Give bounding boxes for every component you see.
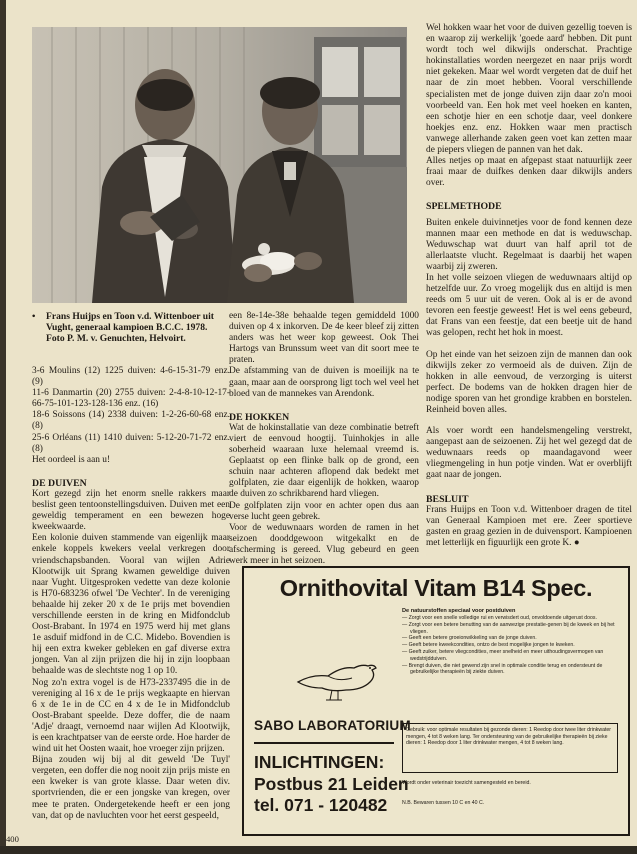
caption-text: Frans Huijps en Toon v.d. Wittenboer uit Vught, generaal kampioen B.C.C. 1978. (46, 311, 214, 334)
ad-info-heading: INLICHTINGEN: (254, 752, 385, 772)
body-paragraph: Kort gezegd zijn het enorm snelle rakkers maar beslist geen tentoonstellingsduiven. Duiven met een geweldig temperament en een bewezen hoge kweekwaarde. (32, 488, 230, 533)
article-column-1 (32, 366, 230, 822)
body-paragraph: Op het einde van het seizoen zijn de mannen dan ook dikwijls zeker zo vermoeid als de duiven. Zijn de hokken in alle eenvoud, de verzorging is uiterst perfect. De bodems van de hokken dragen hier de nodige sporen van het grondige krabben en borstelen. Reinheid boven alles. (426, 349, 632, 415)
ad-laboratory-name: SABO LABORATORIUM (254, 718, 411, 733)
body-paragraph: Alles netjes op maat en afgepast staat natuurlijk zeer fraai maar de duifkes denken daar dikwijls anders over. (426, 156, 632, 189)
page-edge-shadow-bottom (0, 846, 637, 854)
ad-subtitle: De natuurstoffen speciaal voor postduiven (402, 608, 516, 614)
body-paragraph: Een kolonie duiven stammende van eigenlijk maar enkele koppels kwekers veelal verkregen door vriendschapsbanden. Vooral van wijlen Adrie Klootwijk uit Sprang kwamen geweldige duiven naar Vught. Uitgesproken vedette van deze kolonie is H70-683236 ofwel 'De Vechter'. In de vereniging behaalde hij zeker 20 x de 1e prijs met bovendien verschillende eersten in de kring en Midfondclub Oost-Brabant. In 1974 en 1975 werd hij met glans 1e asduif midfond in de C.C. Midebo. Bovendien is hij een extra kweker gebleken en gaf diverse extra jongen. Van al zijn prijzen die hij in zijn loopbaan behaalde was de slechtste nog 1 op 10. (32, 533, 230, 677)
body-paragraph: Als voer wordt een handelsmengeling verstrekt, aangepast aan de seizoenen. Zij het wel gezegd dat de weduwnaars reeds op maandagavond weer vliegmengeling in hun potje vinden. Wat er overblijft gaat naar de jongen. (426, 426, 632, 481)
pigeon-fanciers-photo (32, 27, 407, 303)
result-line: 18-6 Soissons (14) 2338 duiven: 1-2-26-60-68 enz. (8) (32, 410, 230, 432)
ad-benefit: — Zorgt voor een snelle volledige rui en verwisdert oud, onvoldoende uitgerust doos. (402, 615, 597, 621)
article-column-3 (426, 23, 632, 549)
ad-benefit: — Brengt duiven, die niet gewend zijn snel in optimale conditie terug en ondersteunt de gebruikelijke therapieën bij ziekte duiven. (402, 662, 603, 676)
body-paragraph: Bijna zouden wij bij al dit geweld 'De Tuyl' vergeten, een doffer die nog nooit zijn prijs miste en een kweker is van grote klasse. Daar weten div. sportvrienden, die er een jongske van kregen, over mee te praten. Ondergetekende heeft er een jong van, dat op de navluchten voor het eerst gespeeld, (32, 755, 230, 821)
body-paragraph: Voor de weduwnaars worden de ramen in het seizoen dooddgewoon witgekalkt en de afscherming is gereed. Vlug gebeurd en geen werk meer in het seizoen. (229, 522, 419, 566)
body-paragraph: Wel hokken waar het voor de duiven gezellig toeven is en waarop zij werkelijk 'goede aard' hebben. Dit punt wordt toch wel dikwijls onderschat. Prachtige hokinstallaties worden neergezet en naar prijs wordt niet gekeken. Maar wel wordt vergeten dat de duif het naar de zin moet hebben. Vooral verschillende specialisten met de jonge duiven zijn daar zo'n mooi voorbeeld van. Een hok met veel hoeken en kanten, een schotje hier en een schotje daar, veel donkere hoekjes enz. enz. Hokken waar men practisch vanwege allerhande zaken geen voet kan zetten maar de piepers vliegen de pannen van het dak. (426, 23, 632, 156)
body-paragraph: In het volle seizoen vliegen de weduwnaars altijd op hetzelfde uur. Zo vroeg mogelijk dus en altijd is men reeds om 5 uur uit de veren. Ook al is er de avond tevoren een feestje geweest! Het is wel eens gebeurd, dat Frans van een feestje, dat een beetje uit de hand was gelopen, recht het hok in moest. (426, 272, 632, 339)
ad-storage-note: N.B. Bewaren tussen 10 C en 40 C. (402, 800, 485, 806)
body-paragraph: Wat de hokinstallatie van deze combinatie betreft viert de eenvoud hoogtij. Tuinhokjes in alle soberheid waaraan luxe helemaal vreemd is. Geplaatst op een flinke balk op de grond, een schuin naar achteren aflopend dak bedekt met golfplaten, zie daar eigenlijk de hokken, waarop de duiven zo schrikbarend hard vliegen. (229, 422, 419, 500)
result-line: 3-6 Moulins (12) 1225 duiven: 4-6-15-31-79 enz. (9) (32, 366, 230, 388)
body-paragraph: Buiten enkele duivinnetjes voor de fond kennen deze mannen maar een methode en dat is weduwschap. Weduwschap wat duurt van half april tot de allerlaatste vlucht. Regelmaat is daarbij het wapen waarbij zij zweren. (426, 217, 632, 272)
vitamin-advertisement (242, 566, 630, 836)
ad-address: Postbus 21 Leiden (254, 773, 409, 794)
ad-usage-box: Gebruik: voor optimale resultaten bij gezonde dieren: 1 Reedop door twee liter drinkwater mengen, 4 tot 8 weken lang. Ter ondersteuning van de gebruikelijke therapieën bij zieke dieren: 1 Reedop door 1 liter drinkwater mengen, 4 tot 8 weken lang. (402, 723, 618, 773)
body-paragraph: Nog zo'n extra vogel is de H73-2337495 die in de vereniging al 16 x de 1e prijs wegkaapte en hiervan 6 x de 1e in de CC en 4 x de 1e in Midfondclub Oost-Brabant speelde. Deze doffer, die de naam 'Adje' draagt, vernoemd naar wijlen Ad Klootwijk, is een krachtpatser van de eerste orde. Hoe harder de wind uit het Oosten waait, hoe vroeger zijn prijzen. (32, 677, 230, 755)
ad-phone: tel. 071 - 120482 (254, 795, 388, 815)
closing-text: Frans Huijps en Toon v.d. Wittenboer dragen de titel van Generaal Kampioen met ere. Zeer sportieve gasten en graag gezien in de duivensport. Kampioenen met letterlijk en figuurlijk een grote K. (426, 504, 632, 548)
body-paragraph (426, 505, 632, 549)
section-heading-de-duiven: DE DUIVEN (32, 477, 87, 489)
ad-contact (254, 752, 409, 817)
body-paragraph: De golfplaten zijn voor en achter open dus aan verse lucht geen gebrek. (229, 500, 419, 522)
result-conclusion: Het oordeel is aan u! (32, 454, 111, 465)
result-line: 25-6 Orléans (11) 1410 duiven: 5-12-20-71-72 enz. (8) (32, 432, 230, 454)
body-paragraph: De afstamming van de duiven is moeilijk na te gaan, maar aan de oorsprong ligt toch wel veel het bloed van de mannekes van Arendonk. (229, 366, 419, 399)
ad-benefits-list (402, 615, 620, 676)
page-edge-shadow (0, 0, 6, 854)
photo-illustration (32, 27, 407, 303)
ad-divider (254, 742, 394, 744)
article-column-2 (229, 311, 419, 567)
ad-note: Wordt onder veterinair toezicht samengesteld en bereid. (402, 780, 531, 786)
ad-benefit: — Zorgt voor een betere benutting van de aanwezige prestatie-genen bij de kweek en bij het vliegen. (402, 621, 615, 635)
page-number: 400 (6, 834, 19, 844)
caption-bullet: • (32, 311, 36, 322)
result-line: 11-6 Danmartin (20) 2755 duiven: 2-4-8-10-12-17-66-75-101-123-128-136 enz. (16) (32, 388, 230, 410)
photo-caption (32, 311, 232, 345)
section-heading-de-hokken: DE HOKKEN (229, 411, 290, 423)
end-mark: ● (573, 537, 580, 548)
ad-benefit: — Geeft zuiker, betere vliegcondities, meer snelheid en meer uithoudingsvermogen van wedstrijdduiven. (402, 648, 604, 662)
ad-benefit: — Geeft betere kweekcondities, ontzo de best mogelijke jongen te kweken. (402, 642, 575, 649)
section-heading-besluit: BESLUIT (426, 493, 469, 505)
photo-credit: Foto P. M. v. Genuchten, Helvoirt. (46, 333, 186, 345)
ad-benefit: — Geeft een betere groeionwikkeling van de jonge duiven. (402, 635, 537, 642)
body-paragraph: een 8e-14e-38e behaalde tegen gemiddeld 1000 duiven op 4 x inkorven. De 4e keer bleef zij zitten anders was het weer kop geweest. Ook Thei Hartogs van Brunssum weet van dit soort mee te praten. (229, 311, 419, 366)
ad-title: Ornithovital Vitam B14 Spec. (279, 575, 593, 601)
pigeon-icon (292, 646, 384, 708)
section-heading-spelmethode: SPELMETHODE (426, 201, 502, 213)
